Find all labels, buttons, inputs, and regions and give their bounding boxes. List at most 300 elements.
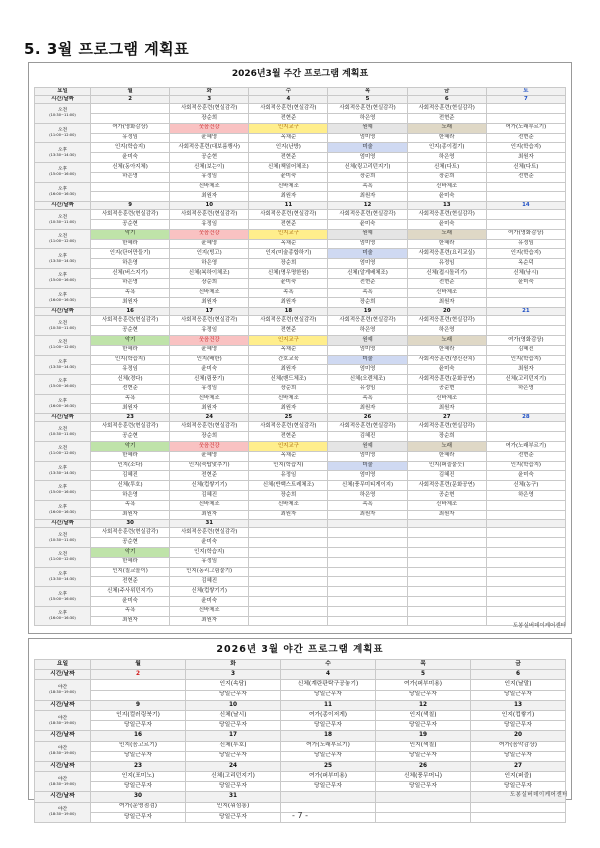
program-cell: 신바체조 bbox=[249, 394, 328, 404]
program-cell: 인지(학습지) bbox=[486, 249, 565, 259]
staff-cell bbox=[249, 597, 328, 607]
program-row bbox=[35, 567, 566, 577]
date-row bbox=[35, 700, 566, 710]
program-row bbox=[35, 192, 566, 202]
program-cell bbox=[486, 500, 565, 510]
slot-name: 오전 bbox=[57, 426, 68, 432]
program-cell: 사회적응훈련(현실감각) bbox=[407, 210, 486, 220]
staff-cell: 공순현 bbox=[91, 538, 170, 548]
staff-cell bbox=[486, 404, 565, 414]
time-slot-label bbox=[35, 162, 91, 182]
night-table-footer: 도봉실버데이케어센터 bbox=[509, 792, 568, 798]
staff-cell: 장순희 bbox=[170, 278, 249, 288]
program-cell: 신체(밴드체조) bbox=[249, 375, 328, 385]
slot-name: 오전 bbox=[57, 128, 68, 134]
program-row bbox=[35, 538, 566, 548]
date-cell: 25 bbox=[249, 414, 328, 422]
staff-cell: 유정임 bbox=[91, 133, 170, 143]
program-cell bbox=[249, 528, 328, 538]
header-cell: 수 bbox=[281, 660, 376, 670]
program-cell: 신체(접시돌리기) bbox=[407, 269, 486, 279]
date-cell: 3 bbox=[170, 96, 249, 104]
slot-time: (15:00~16:00) bbox=[49, 278, 76, 283]
program-row bbox=[35, 481, 566, 491]
program-cell: 사회적응훈련(현실감각) bbox=[328, 104, 407, 114]
program-row bbox=[35, 365, 566, 375]
header-cell: 화 bbox=[170, 88, 249, 96]
program-cell: 사회적응훈련(현실감각) bbox=[407, 316, 486, 326]
date-row bbox=[35, 670, 566, 680]
staff-cell: 옥채순 bbox=[249, 451, 328, 461]
staff-row bbox=[35, 721, 566, 731]
slot-name: 오후 bbox=[57, 186, 68, 192]
slot-name: 오후 bbox=[57, 379, 68, 385]
program-cell: 사회적응훈련(현실감각) bbox=[170, 316, 249, 326]
time-slot-label bbox=[35, 229, 91, 249]
header-cell: 금 bbox=[407, 88, 486, 96]
staff-cell: 하은영 bbox=[328, 113, 407, 123]
date-cell: 18 bbox=[281, 731, 376, 741]
time-slot-label bbox=[35, 772, 91, 792]
staff-cell: 한혜라 bbox=[407, 133, 486, 143]
staff-cell: 당일근무자 bbox=[471, 721, 566, 731]
staff-cell: 최원자 bbox=[170, 616, 249, 626]
slot-name: 야간 bbox=[57, 807, 68, 813]
slot-name: 오후 bbox=[57, 465, 68, 471]
slot-name: 야간 bbox=[57, 746, 68, 752]
program-cell bbox=[328, 548, 407, 558]
time-slot-label bbox=[35, 587, 91, 607]
program-cell bbox=[486, 316, 565, 326]
staff-cell: 장순희 bbox=[249, 384, 328, 394]
time-slot-label bbox=[35, 269, 91, 289]
program-row bbox=[35, 710, 566, 720]
staff-cell: 옥채순 bbox=[249, 345, 328, 355]
program-cell: 인지(학습지) bbox=[91, 355, 170, 365]
slot-name: 오전 bbox=[57, 234, 68, 240]
header-cell: 월 bbox=[91, 88, 170, 96]
program-cell: 인지교구 bbox=[249, 229, 328, 239]
staff-cell: 장순희 bbox=[407, 432, 486, 442]
staff-cell: 장순희 bbox=[328, 172, 407, 182]
program-row bbox=[35, 133, 566, 143]
slot-time: (11:00~12:00) bbox=[49, 239, 76, 244]
program-cell: 인지(종이접기) bbox=[407, 143, 486, 153]
night-table-title: 2026년 3월 야간 프로그램 계획표 bbox=[216, 644, 384, 655]
staff-cell bbox=[486, 538, 565, 548]
slot-name: 오전 bbox=[57, 340, 68, 346]
program-cell: 인지(학습지) bbox=[91, 143, 170, 153]
date-cell: 31 bbox=[186, 792, 281, 802]
time-slot-label bbox=[35, 500, 91, 520]
date-cell: 25 bbox=[281, 761, 376, 771]
staff-cell: 장순희 bbox=[407, 172, 486, 182]
program-cell: 사회적응훈련(현실감각) bbox=[249, 316, 328, 326]
staff-cell bbox=[91, 690, 186, 700]
program-cell: 신체(버스지기) bbox=[91, 269, 170, 279]
program-cell: 인지(학습지) bbox=[249, 461, 328, 471]
program-cell: 인지(미술종합하기) bbox=[249, 249, 328, 259]
program-cell: 신체(컵쌓기기) bbox=[170, 481, 249, 491]
program-row bbox=[35, 316, 566, 326]
program-cell: 사회적응훈련(현실감각) bbox=[170, 210, 249, 220]
date-label: 시간/날짜 bbox=[35, 670, 91, 680]
staff-cell bbox=[249, 557, 328, 567]
slot-time: (15:00~16:00) bbox=[49, 384, 76, 389]
program-cell: 족욕 bbox=[328, 394, 407, 404]
day-program-table bbox=[34, 87, 566, 626]
program-cell: 신체(날시) bbox=[186, 710, 281, 720]
staff-cell: 유정임 bbox=[407, 259, 486, 269]
staff-cell bbox=[328, 577, 407, 587]
program-cell: 족욕 bbox=[91, 288, 170, 298]
staff-cell bbox=[407, 538, 486, 548]
staff-cell: 최원자 bbox=[407, 404, 486, 414]
program-cell: 원예 bbox=[328, 123, 407, 133]
program-cell: 신바체조 bbox=[249, 500, 328, 510]
program-cell: 미술 bbox=[328, 249, 407, 259]
program-cell: 신바체조 bbox=[407, 288, 486, 298]
date-cell: 5 bbox=[328, 96, 407, 104]
slot-name: 오전 bbox=[57, 446, 68, 452]
program-row bbox=[35, 577, 566, 587]
program-cell: 사회적응훈련(현실감각) bbox=[249, 422, 328, 432]
staff-cell: 전현준 bbox=[91, 577, 170, 587]
staff-cell: 최원자 bbox=[328, 510, 407, 520]
staff-cell: 당일근무자 bbox=[471, 782, 566, 792]
program-cell: 여가(영화감상) bbox=[486, 335, 565, 345]
date-cell bbox=[376, 792, 471, 802]
staff-cell: 윤혜영 bbox=[170, 239, 249, 249]
date-cell: 31 bbox=[170, 520, 249, 528]
program-cell: 신체(오렌체조) bbox=[328, 375, 407, 385]
program-row bbox=[35, 500, 566, 510]
staff-cell: 전현준 bbox=[407, 113, 486, 123]
program-cell bbox=[249, 587, 328, 597]
date-cell: 16 bbox=[91, 308, 170, 316]
date-cell: 12 bbox=[328, 202, 407, 210]
date-row bbox=[35, 520, 566, 528]
time-slot-label bbox=[35, 422, 91, 442]
program-cell: 신체(동아지체) bbox=[91, 162, 170, 172]
staff-cell bbox=[486, 510, 565, 520]
program-cell: 간호교육 bbox=[249, 355, 328, 365]
header-cell: 토 bbox=[486, 88, 565, 96]
slot-name: 오후 bbox=[57, 147, 68, 153]
program-cell: 인지(동리그림붙기) bbox=[170, 567, 249, 577]
staff-cell: 윤미숙 bbox=[486, 278, 565, 288]
program-cell: 원예 bbox=[328, 229, 407, 239]
staff-cell: 당일근무자 bbox=[281, 690, 376, 700]
date-cell: 27 bbox=[471, 761, 566, 771]
slot-name: 야간 bbox=[57, 685, 68, 691]
time-slot-label bbox=[35, 104, 91, 124]
staff-cell: 당일근무자 bbox=[186, 690, 281, 700]
staff-cell bbox=[486, 298, 565, 308]
date-cell: 18 bbox=[249, 308, 328, 316]
program-cell: 인지(색칠) bbox=[376, 741, 471, 751]
staff-cell: 하은영 bbox=[91, 172, 170, 182]
time-slot-label bbox=[35, 288, 91, 308]
program-cell: 인지(칠교놀이) bbox=[91, 567, 170, 577]
header-row bbox=[35, 660, 566, 670]
program-cell: 원예 bbox=[328, 441, 407, 451]
staff-cell: 윤미숙 bbox=[249, 172, 328, 182]
program-cell: 족욕 bbox=[328, 288, 407, 298]
staff-cell: 최원자 bbox=[249, 192, 328, 202]
slot-time: (13:30~14:30) bbox=[49, 364, 76, 369]
header-row bbox=[35, 88, 566, 96]
program-row bbox=[35, 210, 566, 220]
slot-name: 오후 bbox=[57, 591, 68, 597]
staff-cell: 옥채순 bbox=[249, 239, 328, 249]
program-cell: 인지(날말) bbox=[471, 680, 566, 690]
date-cell: 6 bbox=[407, 96, 486, 104]
staff-cell: 한혜라 bbox=[407, 239, 486, 249]
staff-cell: 한혜라 bbox=[91, 451, 170, 461]
slot-time: (15:00~16:00) bbox=[49, 490, 76, 495]
date-cell: 17 bbox=[170, 308, 249, 316]
staff-cell: 당일근무자 bbox=[376, 782, 471, 792]
program-cell: 인지(학습지) bbox=[486, 355, 565, 365]
program-cell: 여가(종이저게) bbox=[281, 710, 376, 720]
staff-cell: 장순희 bbox=[249, 490, 328, 500]
date-cell: 10 bbox=[170, 202, 249, 210]
date-row bbox=[35, 761, 566, 771]
staff-cell: 윤미숙 bbox=[486, 471, 565, 481]
program-cell: 미술 bbox=[328, 461, 407, 471]
program-row bbox=[35, 375, 566, 385]
staff-cell: 당일근무자 bbox=[376, 690, 471, 700]
staff-cell: 엄미영 bbox=[328, 239, 407, 249]
date-label: 시간/날짜 bbox=[35, 414, 91, 422]
program-cell: 인지(배한) bbox=[170, 355, 249, 365]
program-cell: 인지(퍼즐) bbox=[471, 772, 566, 782]
time-slot-label bbox=[35, 375, 91, 395]
program-cell: 원예 bbox=[328, 335, 407, 345]
date-cell bbox=[281, 792, 376, 802]
staff-cell: 최원자 bbox=[91, 616, 170, 626]
staff-cell: 당일근무자 bbox=[376, 721, 471, 731]
program-cell: 인지(퍼즐붙듯) bbox=[407, 461, 486, 471]
slot-name: 오후 bbox=[57, 359, 68, 365]
staff-cell: 유정임 bbox=[170, 172, 249, 182]
date-cell: 24 bbox=[186, 761, 281, 771]
program-cell: 인지교구 bbox=[249, 441, 328, 451]
program-cell: 신체(링고리던지기) bbox=[328, 162, 407, 172]
staff-cell: 전현준 bbox=[486, 172, 565, 182]
staff-cell: 최원자 bbox=[170, 404, 249, 414]
program-cell: 웃음건강 bbox=[170, 123, 249, 133]
program-row bbox=[35, 471, 566, 481]
program-row bbox=[35, 441, 566, 451]
staff-row bbox=[35, 782, 566, 792]
staff-cell: 최원자 bbox=[91, 298, 170, 308]
date-cell: 19 bbox=[328, 308, 407, 316]
date-cell: 6 bbox=[471, 670, 566, 680]
date-label: 시간/날짜 bbox=[35, 308, 91, 316]
date-cell: 28 bbox=[486, 414, 565, 422]
program-cell: 사회적응훈련(현실감각) bbox=[91, 422, 170, 432]
slot-time: (13:30~14:30) bbox=[49, 576, 76, 581]
program-cell: 사회적응훈련(생신잔치) bbox=[407, 355, 486, 365]
time-slot-label bbox=[35, 680, 91, 700]
program-cell bbox=[91, 104, 170, 114]
staff-cell bbox=[407, 597, 486, 607]
program-cell: 인지(색칠) bbox=[376, 710, 471, 720]
slot-time: (16:00~16:30) bbox=[49, 616, 76, 621]
date-cell: 30 bbox=[91, 520, 170, 528]
program-row bbox=[35, 278, 566, 288]
program-row bbox=[35, 104, 566, 114]
header-cell: 목 bbox=[376, 660, 471, 670]
program-row bbox=[35, 298, 566, 308]
staff-cell: 윤미숙 bbox=[170, 538, 249, 548]
staff-row bbox=[35, 690, 566, 700]
staff-cell bbox=[486, 326, 565, 336]
program-cell: 사회적응훈련(문화공연) bbox=[407, 375, 486, 385]
date-cell: 10 bbox=[186, 700, 281, 710]
staff-cell: 공순현 bbox=[170, 153, 249, 163]
staff-cell: 최원자 bbox=[249, 298, 328, 308]
slot-time: (18:30~19:00) bbox=[49, 812, 76, 817]
staff-cell: 최원자 bbox=[486, 365, 565, 375]
staff-cell: 윤혜영 bbox=[170, 345, 249, 355]
staff-cell bbox=[91, 192, 170, 202]
slot-time: (18:30~19:00) bbox=[49, 781, 76, 786]
program-cell: 신체(고리던지기) bbox=[186, 772, 281, 782]
slot-time: (13:30~14:30) bbox=[49, 152, 76, 157]
date-label: 시간/날짜 bbox=[35, 520, 91, 528]
night-program-table bbox=[34, 659, 566, 823]
program-row bbox=[35, 432, 566, 442]
program-cell: 인지(포미노) bbox=[91, 772, 186, 782]
time-slot-label bbox=[35, 710, 91, 730]
header-cell: 목 bbox=[328, 88, 407, 96]
staff-cell: 최원자 bbox=[170, 192, 249, 202]
program-cell: 인지(소다) bbox=[91, 461, 170, 471]
program-cell: 신체(림풍기) bbox=[170, 375, 249, 385]
date-cell: 20 bbox=[407, 308, 486, 316]
staff-cell: 최원자 bbox=[91, 404, 170, 414]
header-cell: 금 bbox=[471, 660, 566, 670]
program-cell: 신바체조 bbox=[407, 394, 486, 404]
program-cell: 신바체조 bbox=[170, 606, 249, 616]
day-table-footer: 도봉실버데이케어센터 bbox=[512, 623, 566, 629]
program-cell: 인지(학습지) bbox=[170, 548, 249, 558]
program-cell: 신체(책읽어체조) bbox=[249, 162, 328, 172]
program-row bbox=[35, 182, 566, 192]
program-cell: 노래 bbox=[407, 123, 486, 133]
date-label: 시간/날짜 bbox=[35, 96, 91, 104]
staff-cell: 전현준 bbox=[249, 153, 328, 163]
program-cell: 신체(경다) bbox=[91, 375, 170, 385]
staff-cell: 당일근무자 bbox=[376, 751, 471, 761]
staff-cell: 하은영 bbox=[407, 326, 486, 336]
page-number: - 7 - bbox=[292, 811, 308, 820]
program-cell: 신체(다트) bbox=[486, 162, 565, 172]
program-cell: 노래 bbox=[407, 229, 486, 239]
slot-time: (16:00~16:30) bbox=[49, 191, 76, 196]
program-cell: 신체(복하이체조) bbox=[170, 269, 249, 279]
program-cell bbox=[407, 606, 486, 616]
slot-time: (16:00~16:30) bbox=[49, 510, 76, 515]
program-row bbox=[35, 461, 566, 471]
program-cell: 인지(숙탑맞추기) bbox=[170, 461, 249, 471]
time-slot-label bbox=[35, 249, 91, 269]
staff-cell: 공순현 bbox=[407, 384, 486, 394]
staff-cell: 최원자 bbox=[170, 510, 249, 520]
staff-cell: 유정임 bbox=[170, 326, 249, 336]
program-cell: 사회적응훈련(현실감각) bbox=[170, 528, 249, 538]
program-cell bbox=[486, 587, 565, 597]
program-cell: 신바체조 bbox=[249, 182, 328, 192]
program-row bbox=[35, 680, 566, 690]
staff-cell: 김혜진 bbox=[91, 471, 170, 481]
program-row bbox=[35, 606, 566, 616]
program-cell bbox=[486, 528, 565, 538]
staff-cell bbox=[407, 616, 486, 626]
staff-cell: 윤미숙 bbox=[407, 192, 486, 202]
staff-cell: 장순희 bbox=[170, 113, 249, 123]
program-cell: 여가(영화감상) bbox=[91, 123, 170, 133]
date-cell: 7 bbox=[486, 96, 565, 104]
staff-cell: 장순희 bbox=[328, 298, 407, 308]
program-row bbox=[35, 528, 566, 538]
staff-cell bbox=[249, 538, 328, 548]
program-cell: 인지(음고르기) bbox=[91, 741, 186, 751]
program-row bbox=[35, 384, 566, 394]
date-cell: 26 bbox=[328, 414, 407, 422]
day-table-title: 2026년3월 주간 프로그램 계획표 bbox=[231, 69, 369, 79]
staff-cell: 전현준 bbox=[249, 432, 328, 442]
staff-cell: 하은영 bbox=[328, 490, 407, 500]
staff-cell: 전현준 bbox=[407, 278, 486, 288]
slot-name: 오전 bbox=[57, 214, 68, 220]
staff-cell: 윤미숙 bbox=[91, 153, 170, 163]
staff-cell: 최원자 bbox=[170, 298, 249, 308]
program-cell bbox=[486, 548, 565, 558]
staff-cell: 엄미영 bbox=[328, 259, 407, 269]
slot-name: 오후 bbox=[57, 485, 68, 491]
staff-cell: 최원자 bbox=[249, 510, 328, 520]
date-cell: 9 bbox=[91, 700, 186, 710]
staff-cell: 당일근무자 bbox=[186, 812, 281, 822]
staff-cell: 전현준 bbox=[328, 278, 407, 288]
staff-cell: 장순희 bbox=[170, 432, 249, 442]
program-cell: 인지(워섬롱) bbox=[186, 802, 281, 812]
program-cell: 신체(주사위던지기) bbox=[91, 587, 170, 597]
program-row bbox=[35, 172, 566, 182]
staff-cell: 하은영 bbox=[328, 326, 407, 336]
program-cell: 인지(빙고) bbox=[170, 249, 249, 259]
staff-cell: 공순현 bbox=[91, 220, 170, 230]
staff-cell bbox=[328, 538, 407, 548]
date-cell: 19 bbox=[376, 731, 471, 741]
date-cell: 13 bbox=[407, 202, 486, 210]
staff-cell: 당일근무자 bbox=[91, 751, 186, 761]
staff-cell: 최원자 bbox=[249, 365, 328, 375]
date-cell: 17 bbox=[186, 731, 281, 741]
staff-cell: 한혜라 bbox=[91, 345, 170, 355]
program-cell: 족욕 bbox=[249, 288, 328, 298]
program-cell: 족욕 bbox=[328, 182, 407, 192]
staff-cell: 엄미영 bbox=[328, 153, 407, 163]
page-heading: 5. 3월 프로그램 계획표 bbox=[24, 40, 190, 58]
program-cell: 사회적응훈련(현실감각) bbox=[407, 104, 486, 114]
program-cell: 신체(명우명한원) bbox=[249, 269, 328, 279]
program-row bbox=[35, 162, 566, 172]
